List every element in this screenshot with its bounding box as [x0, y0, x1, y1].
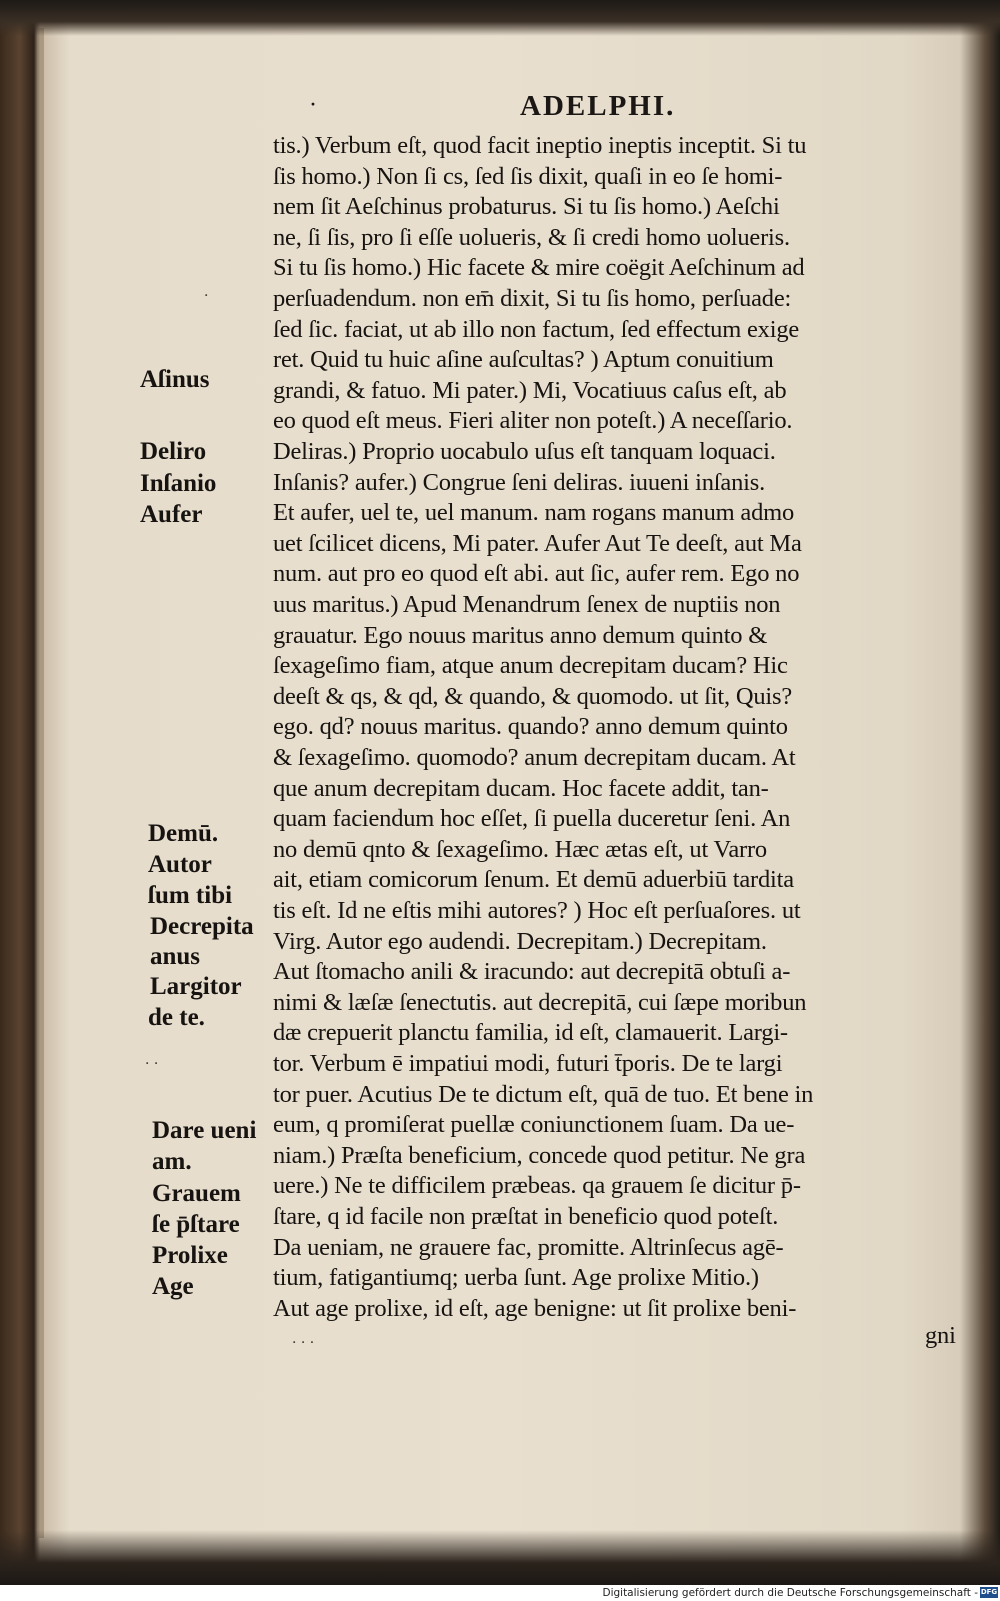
text-line-26: tis eſt. Id ne eſtis mihi autores? ) Hoc eſt perſuaſores. ut — [273, 897, 801, 924]
running-head — [310, 90, 676, 123]
dfg-logo-icon: DFG — [980, 1588, 998, 1596]
margin-note: de te. — [148, 1004, 205, 1031]
text-line-23: quam faciendum hoc eſſet, ſi puella duceretur ſeni. An — [273, 805, 791, 833]
margin-note: ſum tibi — [148, 882, 233, 909]
text-line-4: ne, ſi ſis, pro ſi eſſe uolueris, & ſi credi homo uolueris. — [273, 223, 790, 251]
margin-note: Prolixe — [152, 1242, 228, 1269]
margin-note: Aſinus — [140, 366, 210, 393]
text-line-33: eum, q promiſerat puellæ coniunctionem ſuam. Da ue- — [273, 1111, 795, 1139]
margin-note: Age — [152, 1273, 194, 1300]
text-line-5: Si tu ſis homo.) Hic facete & mire coëgit Aeſchinum ad — [273, 254, 805, 282]
text-line-3: nem ſit Aeſchinus probaturus. Si tu ſis homo.) Aeſchi — [273, 193, 780, 221]
speck-mark: · — [310, 94, 319, 114]
speck-mark: · · — [145, 1056, 159, 1072]
text-line-30: dæ crepuerit planctu familia, id eſt, clamauerit. Largi- — [273, 1019, 788, 1047]
text-line-36: ſtare, q id facile non præſtat in beneficio quod poteſt. — [273, 1203, 779, 1230]
text-line-35: uere.) Ne te difficilem præbeas. qa grauem ſe dicitur p̄- — [273, 1172, 801, 1200]
text-line-2: ſis homo.) Non ſi cs, ſed ſis dixit, quaſi in eo ſe homi- — [273, 162, 783, 190]
margin-note: Inſanio — [140, 470, 217, 497]
text-line-28: Aut ſtomacho anili & iracundo: aut decrepitā obtuſi a- — [273, 958, 791, 986]
margin-note: Dare ueni — [152, 1117, 257, 1144]
text-line-6: perſuadendum. non em̄ dixit, Si tu ſis homo, perſuade: — [273, 285, 792, 312]
text-line-10: eo quod eſt meus. Fieri aliter non poteſt.) A neceſſario. — [273, 407, 793, 435]
running-head-text: ADELPHI. — [520, 90, 676, 122]
text-line-14: uet ſcilicet dicens, Mi pater. Aufer Aut Te deeſt, aut Ma — [273, 529, 802, 557]
catchword: gni — [925, 1322, 956, 1349]
margin-note: ſe p̄ſtare — [152, 1211, 240, 1238]
text-line-24: no demū qnto & ſexageſimo. Hæc ætas eſt, ut Varro — [273, 835, 767, 863]
margin-note: Grauem — [152, 1180, 241, 1207]
text-line-15: num. aut pro eo quod eſt abi. aut ſic, aufer rem. Ego no — [273, 560, 800, 588]
text-line-16: uus maritus.) Apud Menandrum ſenex de nuptiis non — [273, 591, 781, 618]
bottom-shadow — [0, 1530, 1000, 1585]
margin-note: Deliro — [140, 438, 207, 465]
page-edge — [38, 28, 44, 1538]
speck-mark: · · · — [292, 1335, 315, 1351]
margin-note: am. — [152, 1148, 192, 1175]
margin-note: Largitor — [150, 973, 242, 1000]
speck-mark: · — [204, 288, 209, 304]
text-line-11: Deliras.) Proprio uocabulo uſus eſt tanquam loquaci. — [273, 438, 776, 465]
text-line-12: Inſanis? aufer.) Congrue ſeni deliras. iuueni inſanis. — [273, 468, 765, 496]
margin-note: Aufer — [140, 501, 203, 528]
text-line-27: Virg. Autor ego audendi. Decrepitam.) Decrepitam. — [273, 927, 767, 955]
text-line-39: Aut age prolixe, id eſt, age benigne: ut ſit prolixe beni- — [273, 1294, 797, 1322]
text-line-37: Da ueniam, ne grauere fac, promitte. Altrinſecus agē- — [273, 1233, 784, 1261]
text-line-22: que anum decrepitam ducam. Hoc facete addit, tan- — [273, 774, 769, 802]
margin-note: Demū. — [148, 820, 219, 847]
text-line-18: ſexageſimo fiam, atque anum decrepitam ducam? Hic — [273, 652, 788, 680]
text-line-8: ret. Quid tu huic aſine auſcultas? ) Aptum conuitium — [273, 346, 774, 374]
text-line-1: tis.) Verbum eſt, quod facit ineptio ineptis inceptit. Si tu — [273, 132, 807, 159]
text-line-32: tor puer. Acutius De te dictum eſt, quā de tuo. Et bene in — [273, 1080, 814, 1108]
text-line-19: deeſt & qs, & qd, & quando, & quomodo. ut ſit, Quis? — [273, 682, 793, 710]
text-line-13: Et aufer, uel te, uel manum. nam rogans manum admo — [273, 499, 795, 527]
text-line-21: & ſexageſimo. quomodo? anum decrepitam ducam. At — [273, 744, 796, 771]
text-line-17: grauatur. Ego nouus maritus anno demum quinto & — [273, 621, 768, 649]
text-line-25: ait, etiam comicorum ſenum. Et demū aduerbiū tardita — [273, 866, 794, 894]
text-line-38: tium, fatigantiumq; uerba ſunt. Age prolixe Mitio.) — [273, 1264, 759, 1292]
top-shadow — [0, 0, 1000, 36]
margin-note: Autor — [148, 851, 212, 878]
text-line-9: grandi, & fatuo. Mi pater.) Mi, Vocatiuus caſus eſt, ab — [273, 376, 787, 404]
footer-credit: Digitalisierung gefördert durch die Deutsche Forschungsgemeinschaft - — [602, 1587, 978, 1599]
text-line-29: nimi & læſæ ſenectutis. aut decrepitā, cui ſæpe moribun — [273, 988, 807, 1016]
text-line-31: tor. Verbum ē impatiui modi, futuri t̄poris. De te largi — [273, 1050, 783, 1077]
margin-note: anus — [150, 943, 201, 970]
text-line-7: ſed ſic. faciat, ut ab illo non factum, ſed effectum exige — [273, 315, 800, 343]
text-line-20: ego. qd? nouus maritus. quando? anno demum quinto — [273, 713, 788, 741]
text-line-34: niam.) Præſta beneficium, concede quod petitur. Ne gra — [273, 1141, 806, 1169]
margin-note: Decrepita — [150, 913, 254, 940]
